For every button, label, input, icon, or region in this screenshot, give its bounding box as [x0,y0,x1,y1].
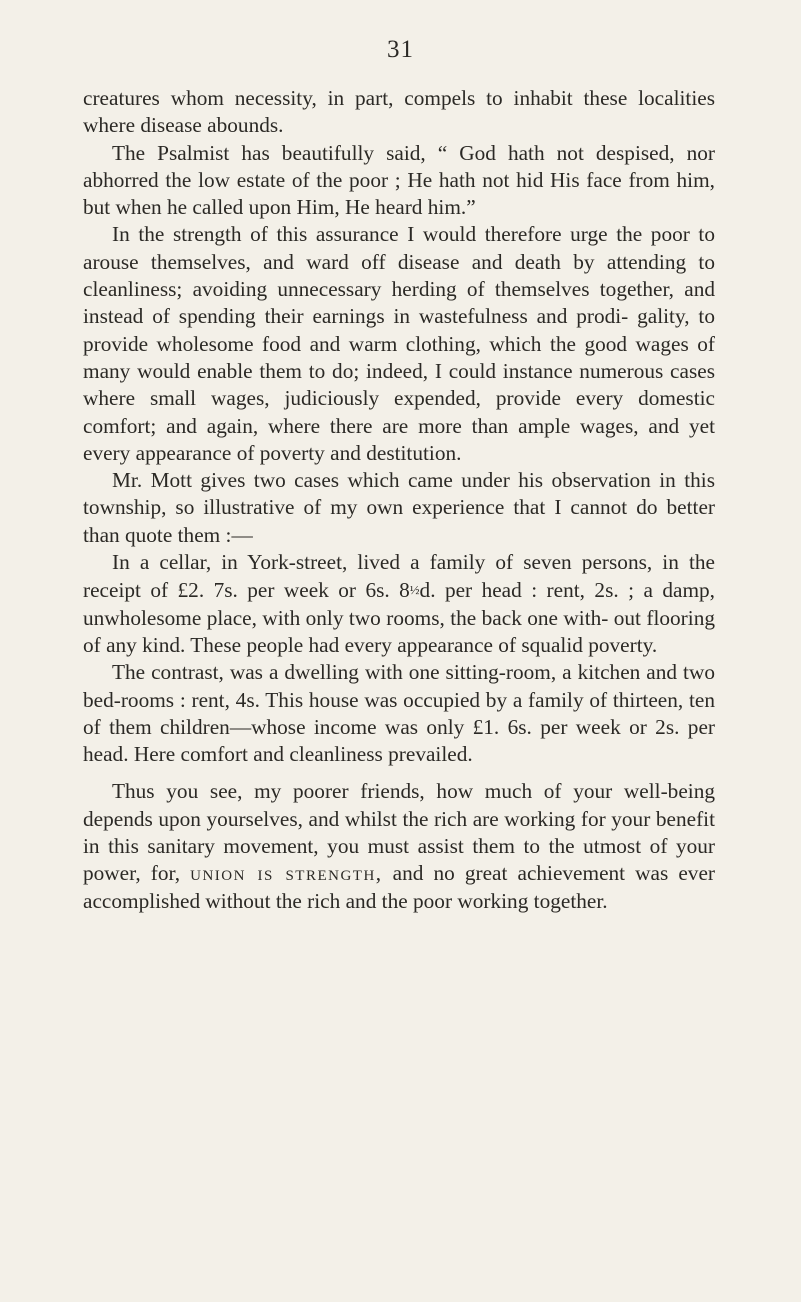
fraction: ½ [409,582,420,598]
paragraph-text: Thus you see, my poorer friends, how much of your well-being depends upon yourselves, and whilst the rich are working for your benefit in this sanitary movement, you must assist them to the utmost of your power, for, [83,779,715,886]
page-number: 31 [387,36,414,63]
paragraph [83,778,715,914]
paragraph [83,549,715,659]
paragraph-text: and no great achievement was ever accomplished without the rich and the poor working together. [83,861,715,913]
paragraph: creatures whom necessity, in part, compels to inhabit these localities where disease abounds. [83,86,715,138]
paragraph: The contrast, was a dwelling with one sitting-room, a kitchen and two bed-rooms : rent, 4s. This house was occupied by a family of thirteen, ten of them children—whose income was only £1. 6s. per week or 2s. per head. Here comfort and cleanliness prevailed. [83,660,715,767]
paragraph: The Psalmist has beautifully said, “ God hath not despised, nor abhorred the low estate of the poor ; He hath not hid His face from him, but when he called upon Him, He heard him.” [83,140,715,220]
paragraph-text: In a cellar, in York-street, lived a family of seven persons, in the receipt of £2. 7s. per week or 6s. 8 [83,550,715,603]
paragraph-text: d. per head : rent, 2s. ; a damp, unwholesome place, with only two rooms, the back one with- out flooring of any kind. These people had every appearance of squalid poverty. [83,578,715,657]
smallcaps-phrase: union is strength, [190,861,383,886]
paragraph: In the strength of this assurance I would therefore urge the poor to arouse themselves, and ward off disease and death by attending to cleanliness; avoiding unnecessary herding of themselves together, and instead of spending their earnings in wastefulness and prodi- gality, to provide wholesome food and warm clothing, which the good wages of many would enable them to do; indeed, I could instance numerous cases where small wages, judiciously expended, provide every domestic comfort; and again, where there are more than ample wages, and yet every appearance of poverty and destitution. [83,222,715,465]
body-text [83,85,715,915]
paragraph: Mr. Mott gives two cases which came under his observation in this township, so illustrative of my own experience that I cannot do better than quote them :— [83,468,715,547]
